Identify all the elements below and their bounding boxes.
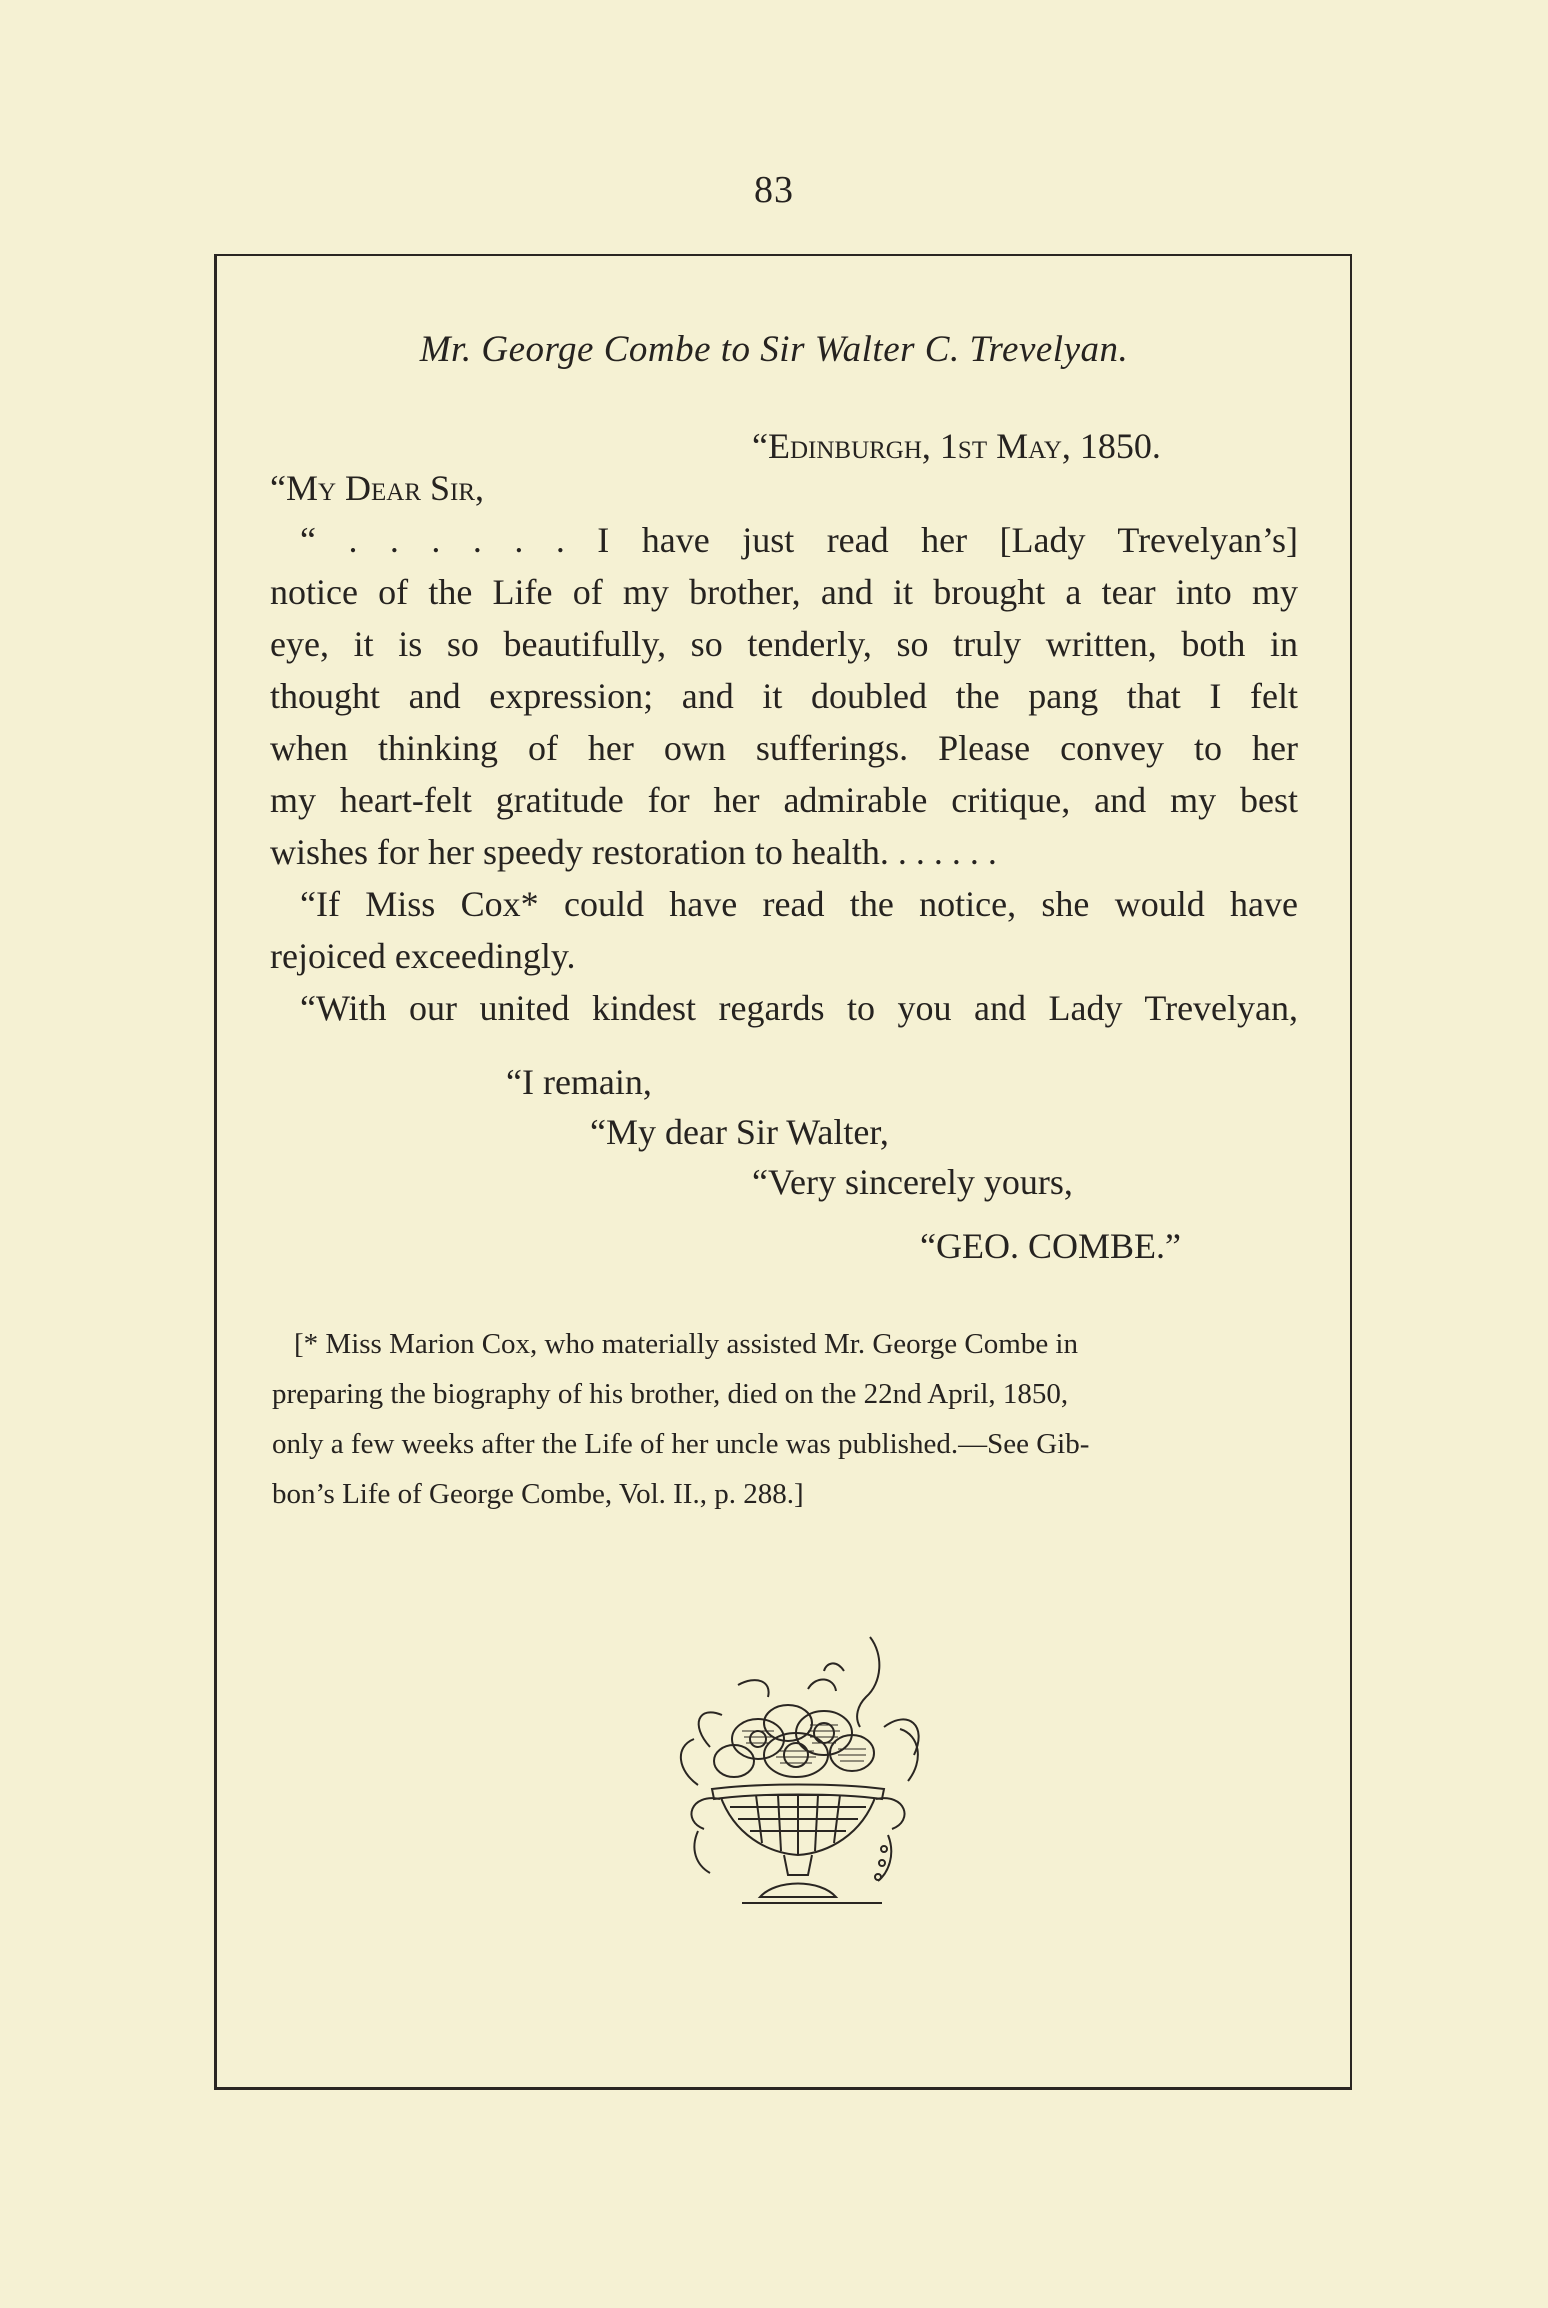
letter-salutation: “My Dear Sir, [270,468,485,508]
letter-heading: Mr. George Combe to Sir Walter C. Trevelyan. [419,329,1129,370]
letter-body-line: thought and expression; and it doubled the pang that I felt [270,676,1298,716]
letter-body-line: when thinking of her own sufferings. Please convey to her [270,728,1298,768]
urn-of-flowers-ornament-icon [638,1635,958,1915]
letter-body-line: notice of the Life of my brother, and it brought a tear into my [270,572,1298,612]
letter-body-line: “ . . . . . . I have just read her [Lady Trevelyan’s] [300,520,1298,560]
letter-body-line: “With our united kindest regards to you and Lady Trevelyan, [300,988,1298,1028]
letter-dateline: “Edinburgh, 1st May, 1850. [752,426,1161,466]
letter-body-line: wishes for her speedy restoration to health. . . . . . . [270,832,997,872]
letter-body-line: my heart-felt gratitude for her admirable critique, and my best [270,780,1298,820]
letter-signature: “GEO. COMBE.” [920,1226,1181,1266]
letter-body-line: “If Miss Cox* could have read the notice, she would have [300,884,1298,924]
letter-body-line: eye, it is so beautifully, so tenderly, so truly written, both in [270,624,1298,664]
footnote-line: bon’s Life of George Combe, Vol. II., p. 288.] [272,1478,804,1510]
footnote-line: preparing the biography of his brother, died on the 22nd April, 1850, [272,1378,1069,1410]
letter-closing-line: “Very sincerely yours, [752,1162,1073,1202]
letter-closing-line: “I remain, [506,1062,652,1102]
letter-body-line: rejoiced exceedingly. [270,936,576,976]
letter-closing-line: “My dear Sir Walter, [590,1112,889,1152]
footnote-line: [* Miss Marion Cox, who materially assisted Mr. George Combe in [294,1328,1078,1360]
page-number: 83 [754,169,794,211]
footnote-line: only a few weeks after the Life of her uncle was published.—See Gib- [272,1428,1090,1460]
